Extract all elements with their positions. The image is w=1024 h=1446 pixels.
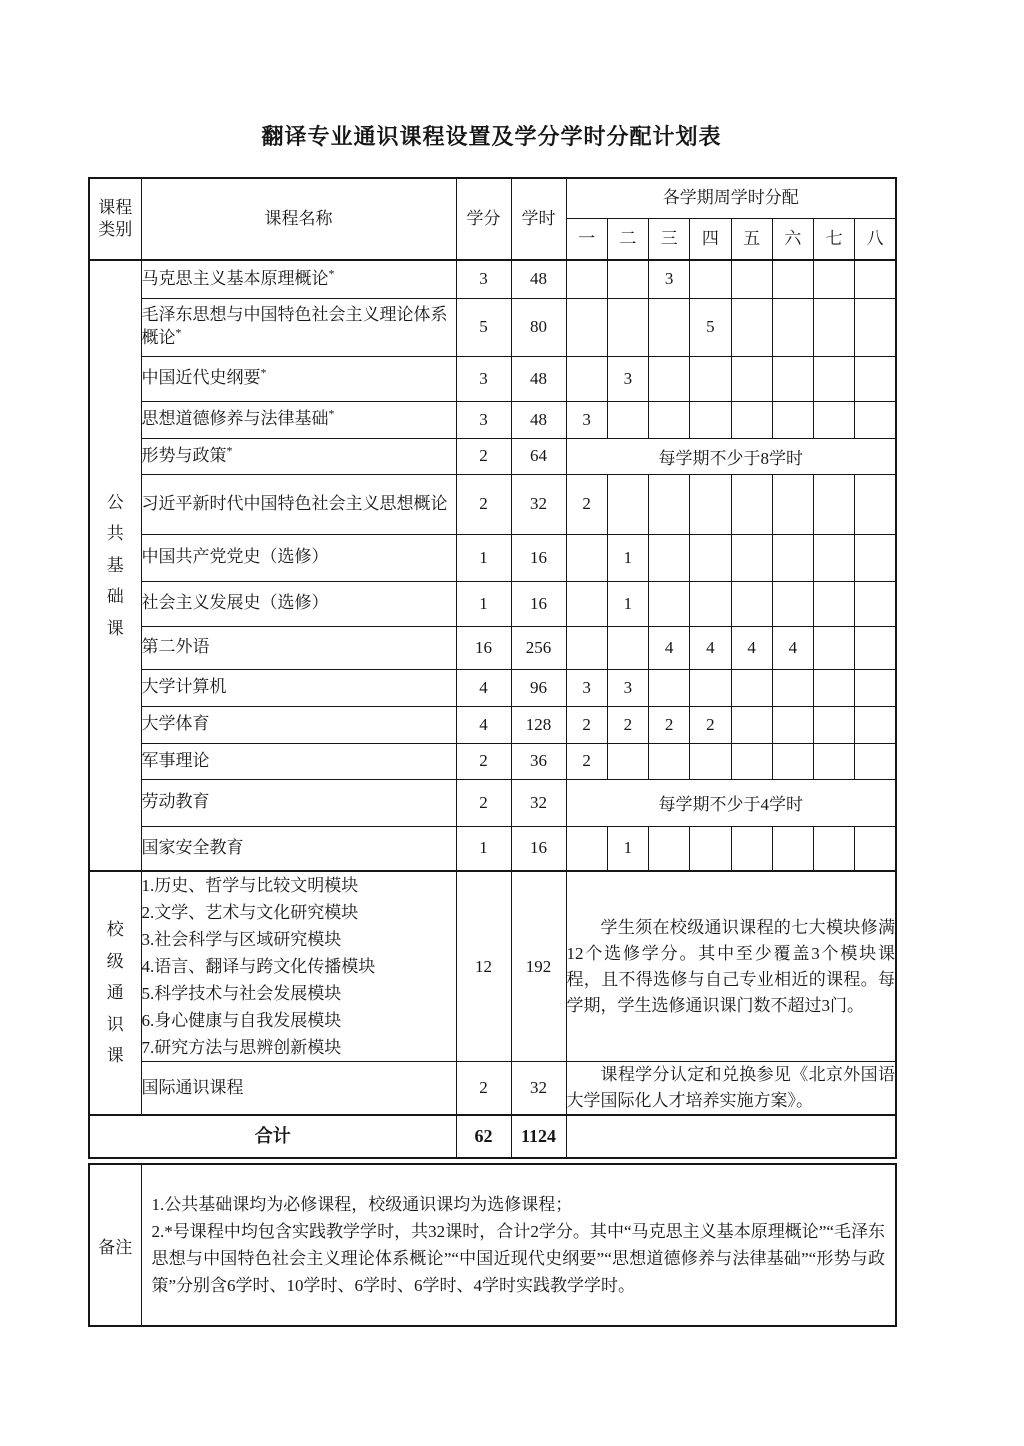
sem-cell [772, 581, 813, 626]
page-title: 翻译专业通识课程设置及学分学时分配计划表 [261, 124, 722, 149]
sem-cell [731, 826, 772, 871]
sem-cell [814, 401, 855, 438]
sem-cell [814, 826, 855, 871]
credits-cell: 2 [456, 743, 511, 779]
hours-cell: 128 [511, 706, 566, 743]
hours-cell: 64 [511, 438, 566, 474]
sem-cell [814, 706, 855, 743]
course-name-cell: 劳动教育 [141, 779, 456, 826]
credits-cell: 2 [456, 779, 511, 826]
sem-cell [772, 743, 813, 779]
credits-cell: 1 [456, 826, 511, 871]
course-name-cell: 军事理论 [141, 743, 456, 779]
sem-cell: 3 [607, 669, 648, 706]
sem-cell [855, 298, 896, 356]
sem-cell [855, 626, 896, 669]
sem-cell: 2 [607, 706, 648, 743]
sem-cell [690, 401, 731, 438]
header-semester-8: 八 [855, 218, 896, 260]
sem-cell [607, 298, 648, 356]
credits-cell: 12 [456, 871, 511, 1062]
header-credits: 学分 [456, 178, 511, 260]
sem-cell: 1 [607, 581, 648, 626]
sem-cell: 4 [649, 626, 690, 669]
credits-cell: 1 [456, 534, 511, 581]
sem-cell [731, 743, 772, 779]
sem-cell [649, 356, 690, 401]
course-name-cell: 国家安全教育 [141, 826, 456, 871]
sem-cell [772, 669, 813, 706]
category-label-general-education: 校级通识课 [89, 871, 141, 1115]
sem-cell [566, 534, 607, 581]
hours-cell: 256 [511, 626, 566, 669]
sem-cell: 3 [607, 356, 648, 401]
sem-cell [814, 356, 855, 401]
course-name-cell: 大学体育 [141, 706, 456, 743]
note-line-1: 1.公共基础课均为必修课程，校级通识课均为选修课程； [151, 1195, 573, 1214]
table-row [89, 298, 896, 356]
practice-star: * [328, 406, 335, 421]
total-hours-cell: 1124 [511, 1115, 566, 1158]
course-name-cell: 形势与政策* [141, 438, 456, 474]
sem-cell [855, 669, 896, 706]
credits-cell: 16 [456, 626, 511, 669]
hours-cell: 48 [511, 401, 566, 438]
course-name-cell: 思想道德修养与法律基础* [141, 401, 456, 438]
header-course-name: 课程名称 [141, 178, 456, 260]
hours-cell: 48 [511, 260, 566, 298]
hours-cell: 96 [511, 669, 566, 706]
sem-cell: 4 [690, 626, 731, 669]
sem-cell: 1 [607, 534, 648, 581]
sem-cell: 4 [772, 626, 813, 669]
credits-cell: 2 [456, 474, 511, 534]
sem-cell [649, 401, 690, 438]
module-item: 3.社会科学与区域研究模块 [141, 930, 342, 949]
credits-cell: 4 [456, 706, 511, 743]
hours-cell: 32 [511, 474, 566, 534]
practice-star: * [328, 266, 335, 281]
note-cell: 学生须在校级通识课程的七大模块修满12个选修学分。其中至少覆盖3个模块课程，且不得选修与自己专业相近的课程。每学期，学生选修通识课门数不超过3门。 [566, 871, 896, 1062]
sem-cell: 2 [566, 474, 607, 534]
sem-cell [814, 298, 855, 356]
sem-cell [814, 626, 855, 669]
sem-cell [814, 260, 855, 298]
total-empty-cell [566, 1115, 896, 1158]
sem-cell [731, 401, 772, 438]
course-name-cell: 中国近代史纲要* [141, 356, 456, 401]
note-cell: 课程学分认定和兑换参见《北京外国语大学国际化人才培养实施方案》。 [566, 1062, 896, 1116]
table-row [89, 626, 896, 669]
sem-cell [607, 260, 648, 298]
sem-cell [772, 826, 813, 871]
sem-cell [690, 474, 731, 534]
sem-cell [607, 474, 648, 534]
sem-cell [855, 826, 896, 871]
sem-cell [649, 474, 690, 534]
table-row [89, 779, 896, 826]
header-semester-2: 二 [607, 218, 648, 260]
hours-cell: 16 [511, 581, 566, 626]
sem-cell: 4 [731, 626, 772, 669]
course-name-cell: 习近平新时代中国特色社会主义思想概论 [141, 474, 456, 534]
sem-cell [649, 669, 690, 706]
notes-label: 备注 [89, 1164, 141, 1326]
sem-cell [690, 669, 731, 706]
sem-cell [566, 260, 607, 298]
total-label-cell: 合计 [89, 1115, 456, 1158]
hours-cell: 16 [511, 826, 566, 871]
sem-cell [690, 743, 731, 779]
sem-cell [607, 626, 648, 669]
course-name-cell: 马克思主义基本原理概论* [141, 260, 456, 298]
hours-cell: 192 [511, 871, 566, 1062]
sem-cell [649, 826, 690, 871]
sem-cell: 2 [566, 706, 607, 743]
table-row [89, 871, 896, 1062]
header-semester-3: 三 [649, 218, 690, 260]
sem-cell [649, 743, 690, 779]
sem-cell: 3 [566, 669, 607, 706]
sem-cell [855, 534, 896, 581]
sem-cell [855, 260, 896, 298]
sem-cell [814, 474, 855, 534]
course-name-cell: 中国共产党党史（选修） [141, 534, 456, 581]
hours-cell: 80 [511, 298, 566, 356]
course-name-cell: 社会主义发展史（选修） [141, 581, 456, 626]
practice-star: * [175, 325, 182, 340]
table-row [89, 474, 896, 534]
hours-cell: 48 [511, 356, 566, 401]
practice-star: * [260, 365, 267, 380]
hours-cell: 32 [511, 779, 566, 826]
sem-cell [566, 356, 607, 401]
practice-star: * [226, 442, 233, 457]
header-category: 课程类别 [89, 178, 141, 260]
total-credits-cell: 62 [456, 1115, 511, 1158]
sem-cell [566, 581, 607, 626]
header-semester-6: 六 [772, 218, 813, 260]
sem-cell [855, 474, 896, 534]
sem-cell [855, 581, 896, 626]
total-row [89, 1115, 896, 1158]
sem-cell [814, 669, 855, 706]
span-note-cell: 每学期不少于8学时 [566, 438, 896, 474]
module-item: 2.文学、艺术与文化研究模块 [141, 903, 359, 922]
table-row [89, 669, 896, 706]
course-name-cell: 毛泽东思想与中国特色社会主义理论体系概论* [141, 298, 456, 356]
sem-cell [566, 826, 607, 871]
sem-cell [772, 298, 813, 356]
header-semester-group: 各学期周学时分配 [566, 178, 896, 218]
sem-cell: 2 [649, 706, 690, 743]
sem-cell [855, 401, 896, 438]
sem-cell: 3 [566, 401, 607, 438]
sem-cell: 5 [690, 298, 731, 356]
table-row [89, 581, 896, 626]
sem-cell [772, 401, 813, 438]
notes-box [88, 1163, 897, 1327]
sem-cell [649, 298, 690, 356]
header-semester-5: 五 [731, 218, 772, 260]
note-line-2: 2.*号课程中均包含实践教学学时，共32课时，合计2学分。其中“马克思主义基本原理概论”“毛泽东思想与中国特色社会主义理论体系概论”“中国近现代史纲要”“思想道德修养与法律基础”“形势与政策”分别含6学时、10学时、6学时、6学时、4学时实践教学学时。 [151, 1222, 885, 1295]
sem-cell [690, 356, 731, 401]
sem-cell [855, 743, 896, 779]
sem-cell [772, 706, 813, 743]
modules-cell [141, 871, 456, 1062]
sem-cell [731, 534, 772, 581]
table-row [89, 826, 896, 871]
sem-cell [731, 706, 772, 743]
table-row [89, 260, 896, 298]
credits-cell: 3 [456, 260, 511, 298]
credits-cell: 2 [456, 438, 511, 474]
span-note-cell: 每学期不少于4学时 [566, 779, 896, 826]
sem-cell [731, 581, 772, 626]
module-item: 5.科学技术与社会发展模块 [141, 984, 342, 1003]
sem-cell [731, 260, 772, 298]
curriculum-table [88, 177, 897, 1159]
sem-cell [814, 581, 855, 626]
module-item: 6.身心健康与自我发展模块 [141, 1011, 342, 1030]
header-semester-4: 四 [690, 218, 731, 260]
sem-cell [772, 260, 813, 298]
sem-cell [566, 298, 607, 356]
sem-cell [814, 743, 855, 779]
sem-cell: 1 [607, 826, 648, 871]
sem-cell [690, 581, 731, 626]
header-semester-7: 七 [814, 218, 855, 260]
sem-cell [772, 356, 813, 401]
sem-cell [731, 669, 772, 706]
module-item: 7.研究方法与思辨创新模块 [141, 1038, 342, 1057]
table-row [89, 534, 896, 581]
sem-cell [690, 534, 731, 581]
sem-cell [690, 260, 731, 298]
sem-cell: 2 [690, 706, 731, 743]
module-item: 1.历史、哲学与比较文明模块 [141, 876, 359, 895]
table-row [89, 438, 896, 474]
sem-cell [855, 706, 896, 743]
sem-cell: 2 [566, 743, 607, 779]
category-label-public-basic: 公共基础课 [89, 260, 141, 871]
credits-cell: 5 [456, 298, 511, 356]
sem-cell [814, 534, 855, 581]
course-name-cell: 第二外语 [141, 626, 456, 669]
sem-cell [649, 534, 690, 581]
module-item: 4.语言、翻译与跨文化传播模块 [141, 957, 376, 976]
table-row [89, 706, 896, 743]
hours-cell: 32 [511, 1062, 566, 1116]
sem-cell [772, 474, 813, 534]
sem-cell [649, 581, 690, 626]
sem-cell [855, 356, 896, 401]
credits-cell: 4 [456, 669, 511, 706]
table-row [89, 401, 896, 438]
sem-cell [731, 356, 772, 401]
credits-cell: 1 [456, 581, 511, 626]
header-hours: 学时 [511, 178, 566, 260]
sem-cell [690, 826, 731, 871]
table-row [89, 356, 896, 401]
notes-text [141, 1164, 896, 1326]
sem-cell [731, 474, 772, 534]
sem-cell: 3 [649, 260, 690, 298]
credits-cell: 3 [456, 401, 511, 438]
course-name-cell: 国际通识课程 [141, 1062, 456, 1116]
course-name-cell: 大学计算机 [141, 669, 456, 706]
hours-cell: 16 [511, 534, 566, 581]
sem-cell [772, 534, 813, 581]
table-row [89, 1062, 896, 1116]
sem-cell [607, 401, 648, 438]
table-row [89, 743, 896, 779]
sem-cell [607, 743, 648, 779]
credits-cell: 2 [456, 1062, 511, 1116]
sem-cell [566, 626, 607, 669]
credits-cell: 3 [456, 356, 511, 401]
header-semester-1: 一 [566, 218, 607, 260]
sem-cell [731, 298, 772, 356]
hours-cell: 36 [511, 743, 566, 779]
